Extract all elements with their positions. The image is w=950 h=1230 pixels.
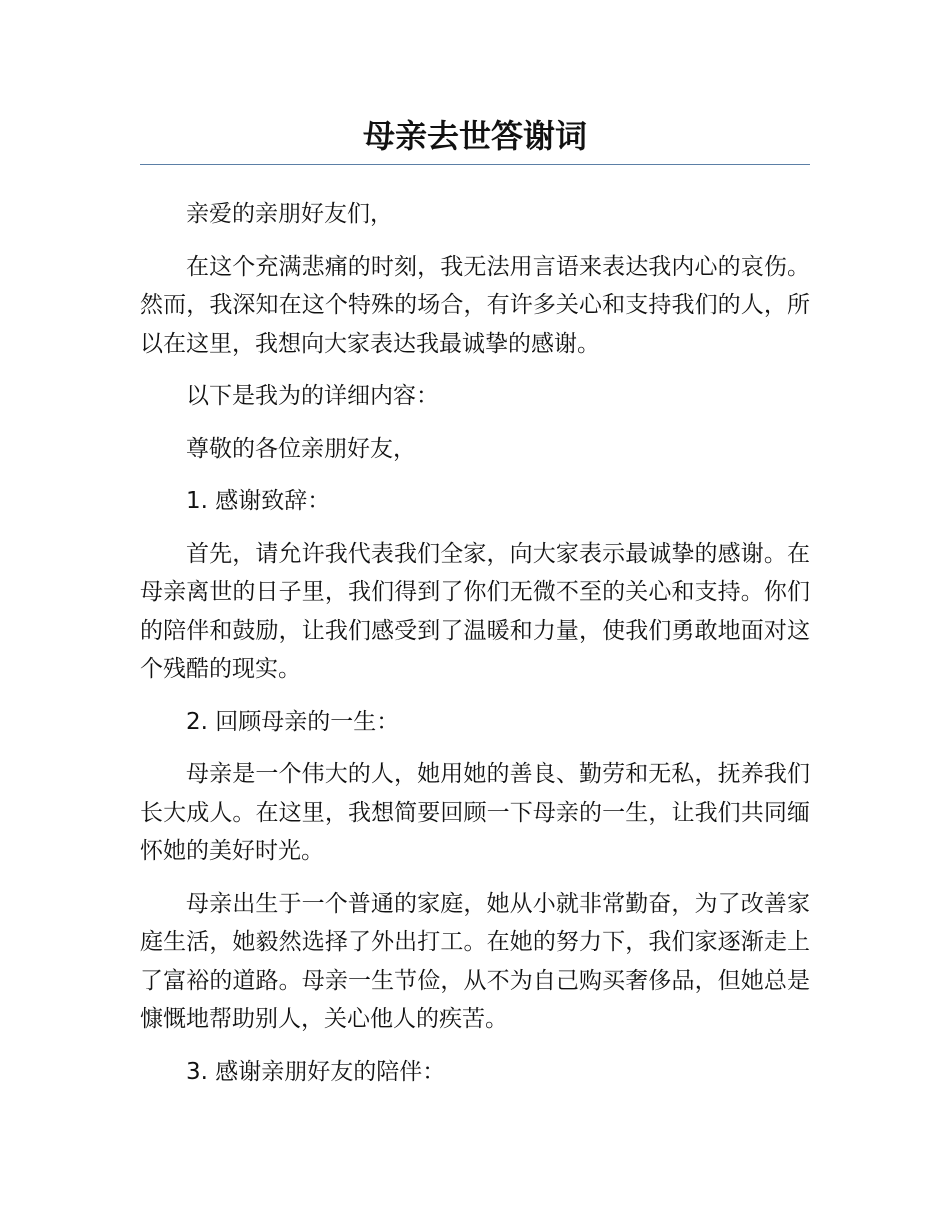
paragraph-lead-in: 以下是我为的详细内容： (186, 383, 439, 409)
section-heading-2: 2. 回顾母亲的一生： (186, 708, 400, 735)
paragraph-mother-life: 母亲是一个伟大的人，她用她的善良、勤劳和无私，抚养我们长大成人。在这里，我想简要回顾一下母亲的一生，让我们共同缅怀她的美好时光。 (140, 761, 810, 864)
title-underline (140, 164, 810, 165)
paragraph-thanks: 首先，请允许我代表我们全家，向大家表示最诚挚的感谢。在母亲离世的日子里，我们得到了你们无微不至的关心和支持。你们的陪伴和鼓励，让我们感受到了温暖和力量，使我们勇敢地面对这个残酷的现实。 (140, 540, 810, 682)
section-heading-1: 1. 感谢致辞： (186, 488, 331, 514)
document-body (140, 195, 810, 1091)
paragraph-greeting: 亲爱的亲朋好友们， (186, 201, 393, 227)
section-heading-3: 3. 感谢亲朋好友的陪伴： (186, 1058, 446, 1085)
paragraph-mother-background: 母亲出生于一个普通的家庭，她从小就非常勤奋，为了改善家庭生活，她毅然选择了外出打工。在她的努力下，我们家逐渐走上了富裕的道路。母亲一生节俭，从不为自己购买奢侈品，但她总是慷慨地帮助别人，关心他人的疾苦。 (140, 890, 810, 1032)
paragraph-intro: 在这个充满悲痛的时刻，我无法用言语来表达我内心的哀伤。然而，我深知在这个特殊的场合，有许多关心和支持我们的人，所以在这里，我想向大家表达我最诚挚的感谢。 (140, 253, 810, 357)
document-title: 母亲去世答谢词 (362, 117, 587, 155)
document-page (140, 112, 810, 1105)
paragraph-salutation: 尊敬的各位亲朋好友， (186, 435, 416, 462)
